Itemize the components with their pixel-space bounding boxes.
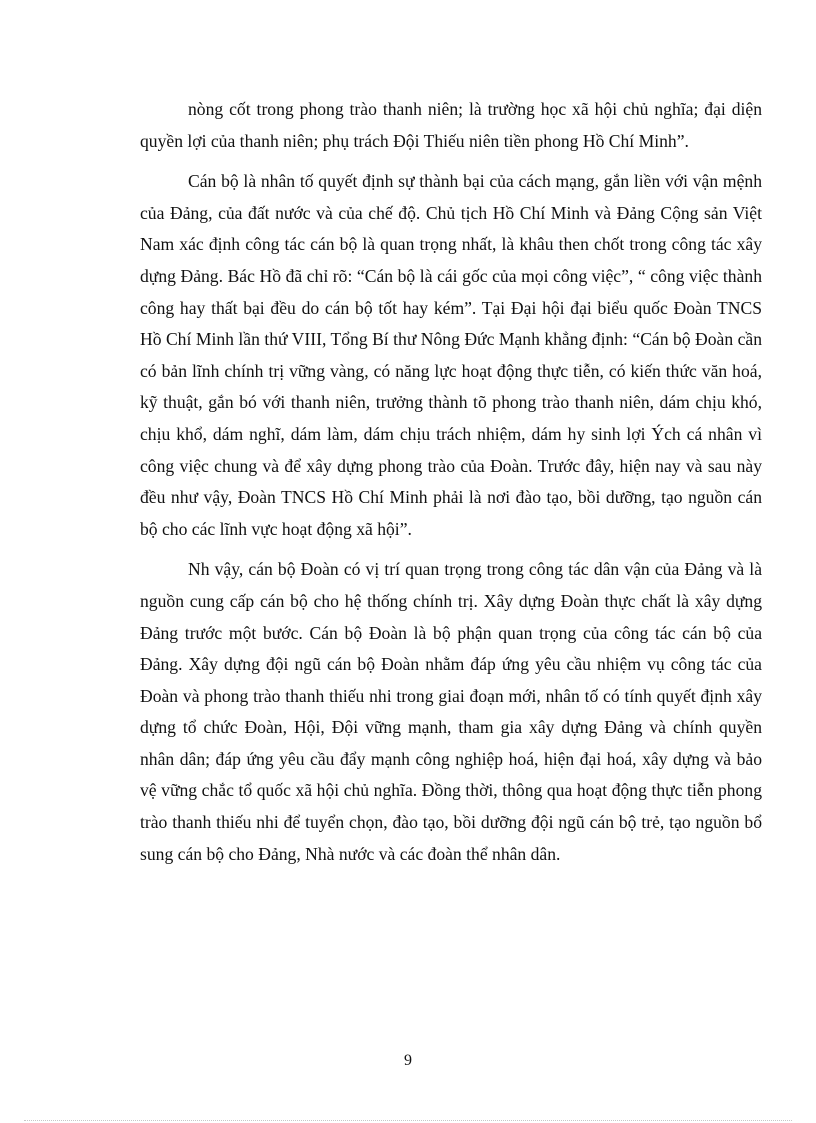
- paragraph-2: Cán bộ là nhân tố quyết định sự thành bại của cách mạng, gắn liền với vận mệnh của Đảng, của đất nước và của chế độ. Chủ tịch Hồ Chí Minh và Đảng Cộng sản Việt Nam xác định công tác cán bộ là quan trọng nhất, là khâu then chốt trong công tác xây dựng Đảng. Bác Hồ đã chỉ rõ: “Cán bộ là cái gốc của mọi công việc”, “ công việc thành công hay thất bại đều do cán bộ tốt hay kém”. Tại Đại hội đại biểu quốc Đoàn TNCS Hồ Chí Minh lần thứ VIII, Tổng Bí thư Nông Đức Mạnh khẳng định: “Cán bộ Đoàn cần có bản lĩnh chính trị vững vàng, có năng lực hoạt động thực tiễn, có kiến thức văn hoá, kỹ thuật, gắn bó với thanh niên, trưởng thành tõ phong trào thanh niên, dám chịu khó, chịu khổ, dám nghĩ, dám làm, dám chịu trách nhiệm, dám hy sinh lợi Ých cá nhân vì công việc chung và để xây dựng phong trào của Đoàn. Trước đây, hiện nay và sau này đều như vậy, Đoàn TNCS Hồ Chí Minh phải là nơi đào tạo, bồi dưỡng, tạo nguồn cán bộ cho các lĩnh vực hoạt động xã hội”.: [140, 171, 762, 539]
- paragraph-1: nòng cốt trong phong trào thanh niên; là trường học xã hội chủ nghĩa; đại diện quyền lợi của thanh niên; phụ trách Đội Thiếu niên tiền phong Hồ Chí Minh”.: [140, 99, 762, 151]
- page-number: 9: [404, 1052, 412, 1069]
- paragraph-3: Nh vậy, cán bộ Đoàn có vị trí quan trọng trong công tác dân vận của Đảng và là nguồn cung cấp cán bộ cho hệ thống chính trị. Xây dựng Đoàn thực chất là xây dựng Đảng trước một bước. Cán bộ Đoàn là bộ phận quan trọng của công tác cán bộ của Đảng. Xây dựng đội ngũ cán bộ Đoàn nhằm đáp ứng yêu cầu nhiệm vụ công tác của Đoàn và phong trào thanh thiếu nhi trong giai đoạn mới, nhân tố có tính quyết định xây dựng tổ chức Đoàn, Hội, Đội vững mạnh, tham gia xây dựng Đảng và chính quyền nhân dân; đáp ứng yêu cầu đẩy mạnh công nghiệp hoá, hiện đại hoá, xây dựng và bảo vệ vững chắc tổ quốc xã hội chủ nghĩa. Đồng thời, thông qua hoạt động thực tiễn phong trào thanh thiếu nhi để tuyển chọn, đào tạo, bồi dưỡng đội ngũ cán bộ trẻ, tạo nguồn bổ sung cán bộ cho Đảng, Nhà nước và các đoàn thể nhân dân.: [140, 559, 762, 864]
- body-text: [140, 94, 762, 870]
- page-bottom-divider: [24, 1120, 792, 1121]
